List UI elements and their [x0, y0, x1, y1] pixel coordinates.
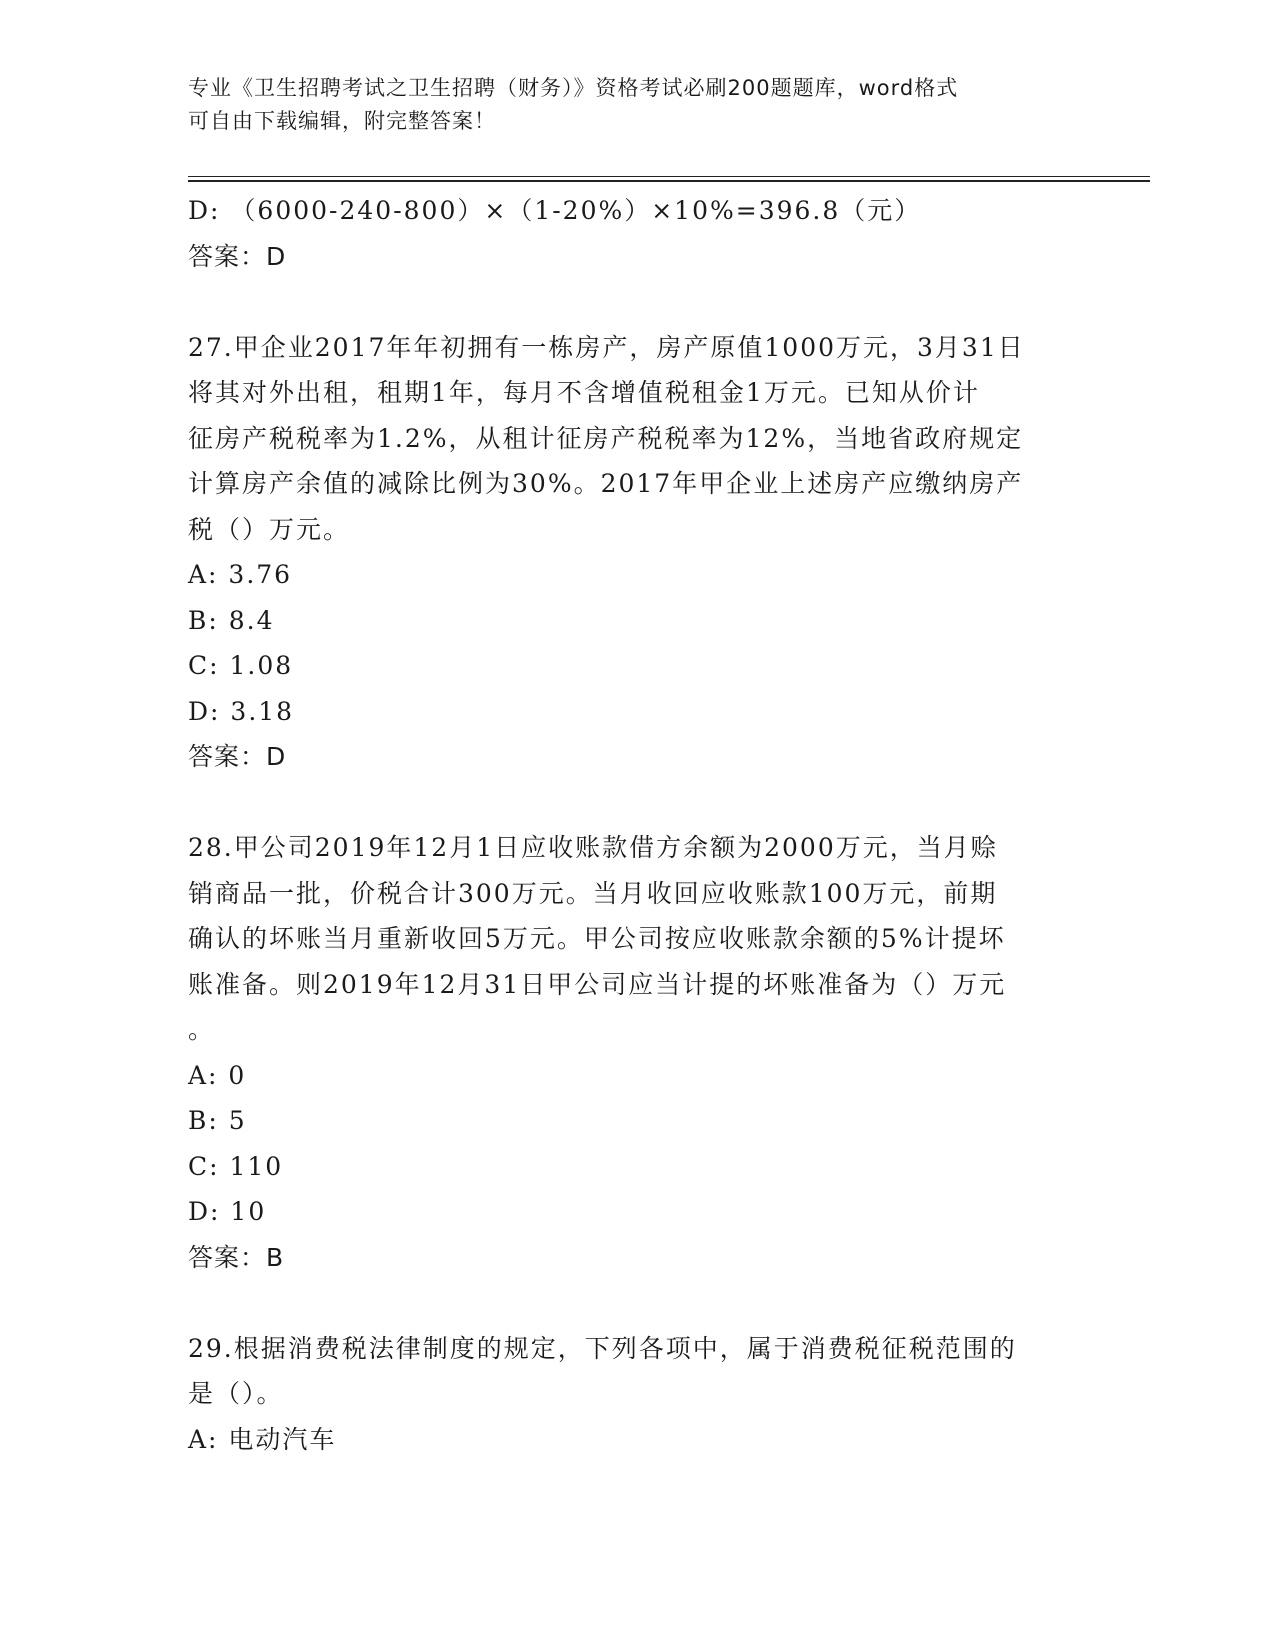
answer-line: 答案：D	[188, 241, 287, 271]
header-title-line-1: 专业《卫生招聘考试之卫生招聘（财务）》资格考试必刷200题题库，word格式	[188, 76, 959, 100]
question-27	[188, 325, 1088, 780]
question-text-line: 27.甲企业2017年年初拥有一栋房产，房产原值1000万元，3月31日	[188, 332, 1025, 362]
question-text-line: 29.根据消费税法律制度的规定，下列各项中，属于消费税征税范围的	[188, 1333, 1017, 1363]
option-c: C: 1.08	[188, 651, 294, 680]
spacer	[188, 1280, 1088, 1326]
question-text-line: 。	[188, 1015, 216, 1044]
option-a: A: 电动汽车	[188, 1424, 337, 1454]
question-text-line: 是（）。	[188, 1379, 284, 1408]
question-28	[188, 825, 1088, 1280]
option-d: D: 3.18	[188, 696, 295, 726]
option-d: D: 10	[188, 1197, 267, 1226]
option-c: C: 110	[188, 1151, 284, 1181]
spacer	[188, 279, 1088, 325]
answer-line: 答案：B	[188, 1242, 285, 1272]
option-a: A: 3.76	[188, 560, 293, 589]
question-29	[188, 1326, 1088, 1463]
option-b: B: 5	[188, 1106, 247, 1135]
question-text-line: 征房产税税率为1.2%，从租计征房产税税率为12%，当地省政府规定	[188, 423, 1024, 453]
header-title-line-2: 可自由下载编辑，附完整答案！	[188, 109, 496, 133]
option-a: A: 0	[188, 1060, 247, 1090]
option-d: D: （6000-240-800）×（1-20%）×10%=396.8（元）	[188, 196, 922, 225]
header-divider-thin	[188, 176, 1150, 177]
previous-question-tail	[188, 188, 1088, 279]
spacer	[188, 780, 1088, 826]
header-divider-thick	[188, 180, 1150, 182]
option-b: B: 8.4	[188, 605, 275, 635]
question-text-line: 计算房产余值的减除比例为30%。2017年甲企业上述房产应缴纳房产	[188, 469, 1024, 498]
question-text-line: 28.甲公司2019年12月1日应收账款借方余额为2000万元，当月赊	[188, 833, 998, 862]
question-text-line: 将其对外出租，租期1年，每月不含增值税租金1万元。已知从价计	[188, 378, 980, 407]
question-text-line: 账准备。则2019年12月31日甲公司应当计提的坏账准备为（）万元	[188, 969, 1007, 999]
answer-line: 答案：D	[188, 742, 287, 771]
question-text-line: 销商品一批，价税合计300万元。当月收回应收账款100万元，前期	[188, 878, 998, 908]
question-text-line: 确认的坏账当月重新收回5万元。甲公司按应收账款余额的5%计提坏	[188, 924, 1006, 953]
page-header	[188, 72, 1088, 138]
question-text-line: 税（）万元。	[188, 514, 351, 544]
document-body	[188, 188, 1088, 1462]
